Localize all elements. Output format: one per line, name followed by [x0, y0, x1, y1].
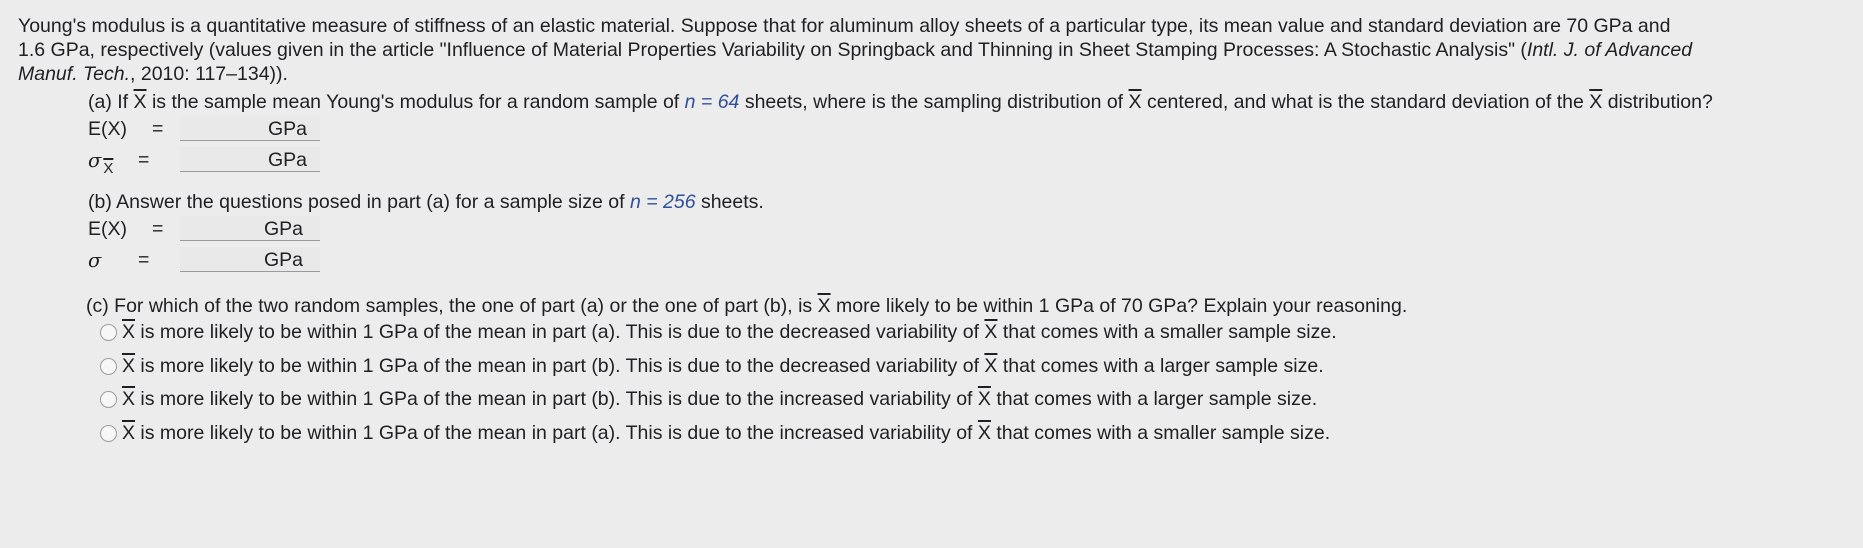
part-a-sd-label: σ $_{\overline{X}}$ — [88, 149, 114, 177]
part-b-question: (b) Answer the questions posed in part (a) for a sample size of n = 256 sheets. — [88, 191, 764, 213]
intro-line-1: Young's modulus is a quantitative measure of stiffness of an elastic material. Suppose that for aluminum alloy sheets of a particular type, its mean value and standard deviation are 70 GPa and — [18, 15, 1671, 37]
part-b-sample-size: n = 256 — [629, 191, 696, 213]
part-c-question: (c) For which of the two random samples, the one of part (a) or the one of part (b), is $\overline{X}$ more likely to be within 1 GPa of 70 GPa? Explain your reasoning. — [86, 295, 1408, 317]
part-a-mean-unit: GPa — [268, 118, 308, 140]
radio-button[interactable] — [100, 358, 117, 375]
part-b-sd-label: σ — [88, 249, 102, 272]
part-a-question: (a) If $\overline{X}$ is the sample mean Young's modulus for a random sample of n = 64 sheets, where is the sampling distribution of $\overline{X}$ centered, and what is the standard deviation of the $\overline{X}$ distribution? — [88, 91, 1713, 113]
radio-button[interactable] — [100, 324, 117, 341]
radio-button[interactable] — [100, 391, 117, 408]
intro-line-2: 1.6 GPa, respectively (values given in the article "Influence of Material Properties Variability on Springback and Thinning in Sheet Stamping Processes: A Stochastic Analysis" (Intl. J. of Advanced — [18, 39, 1693, 61]
part-a-sample-size: n = 64 — [684, 91, 740, 113]
part-b-mean-unit: GPa — [264, 218, 304, 240]
option-text: $\overline{X}$ is more likely to be within 1 GPa of the mean in part (a). This is due to the decreased variability of $\overline{X}$ that comes with a smaller sample size. — [122, 321, 1337, 343]
part-a-mean-label: E(X) — [88, 118, 127, 140]
option-text: $\overline{X}$ is more likely to be within 1 GPa of the mean in part (a). This is due to the increased variability of $\overline{X}$ that comes with a smaller sample size. — [122, 422, 1331, 444]
intro-line-3: Manuf. Tech., 2010: 117–134)). — [18, 63, 288, 85]
radio-button[interactable] — [100, 425, 117, 442]
part-a-sd-unit: GPa — [268, 149, 308, 171]
part-b-mean-label: E(X) — [88, 218, 127, 240]
part-b-sd-unit: GPa — [264, 249, 304, 271]
option-text: $\overline{X}$ is more likely to be within 1 GPa of the mean in part (b). This is due to the decreased variability of $\overline{X}$ that comes with a larger sample size. — [122, 355, 1324, 377]
problem-intro — [18, 14, 1848, 86]
option-text: $\overline{X}$ is more likely to be within 1 GPa of the mean in part (b). This is due to the increased variability of $\overline{X}$ that comes with a larger sample size. — [122, 388, 1318, 410]
